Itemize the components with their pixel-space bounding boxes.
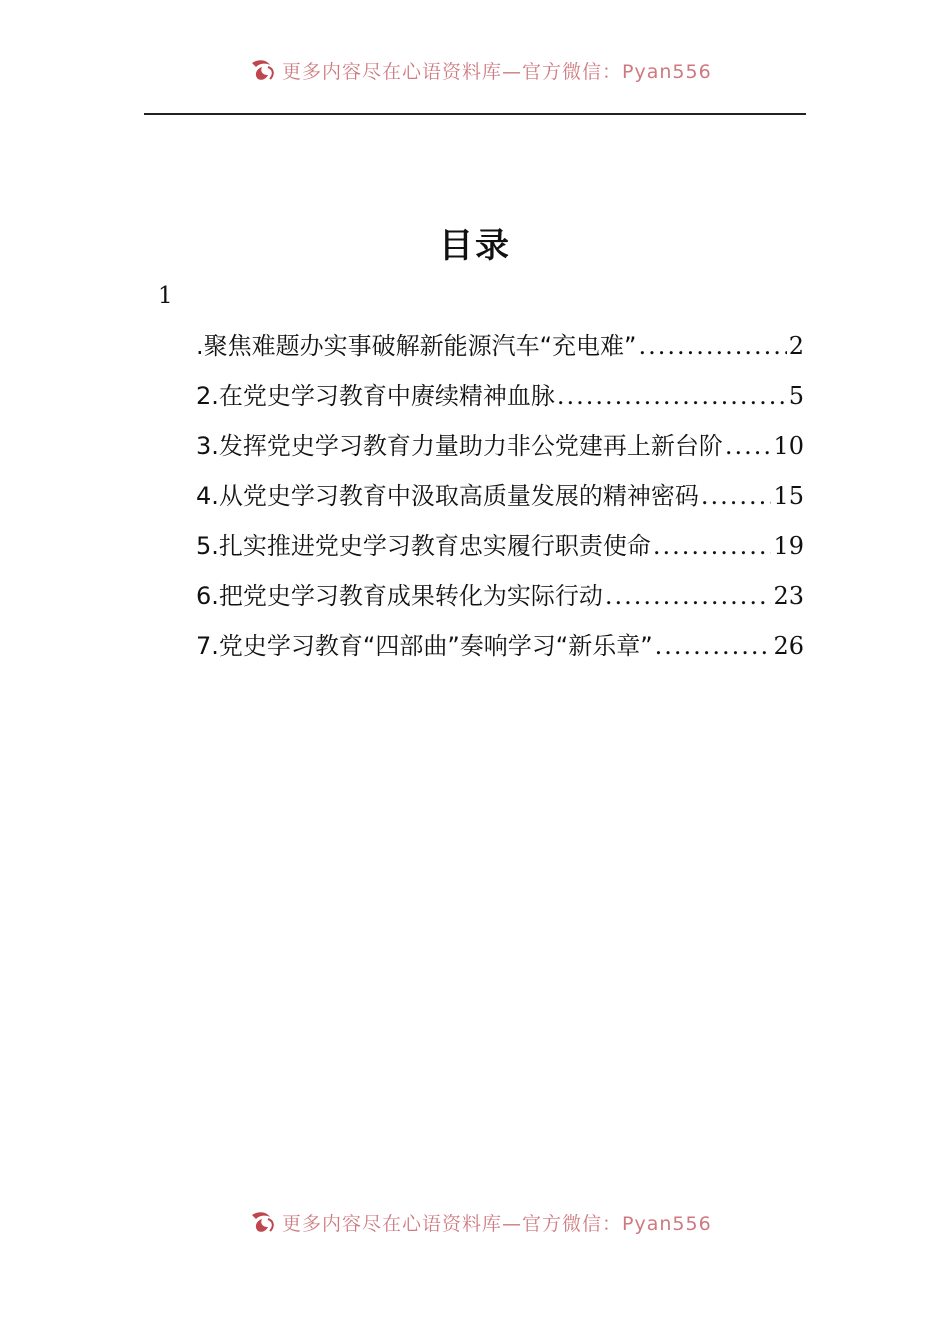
toc-leader-dots <box>701 482 772 510</box>
toc-entry[interactable] <box>196 476 804 526</box>
toc-entry[interactable] <box>196 376 804 426</box>
toc-entry-page: 10 <box>773 432 804 460</box>
page-title: 目录 <box>439 226 511 266</box>
toc-entry-title: 4.从党史学习教育中汲取高质量发展的精神密码 <box>196 482 699 510</box>
footer-watermark <box>248 1208 712 1236</box>
toc-entry[interactable] <box>196 626 804 676</box>
toc-level-number: 1 <box>158 283 173 309</box>
toc-entry[interactable] <box>196 576 804 626</box>
toc-entry-title: 3.发挥党史学习教育力量助力非公党建再上新台阶 <box>196 432 723 460</box>
toc-entry-page: 15 <box>773 482 804 510</box>
toc-leader-dots <box>639 332 787 360</box>
toc-entry-title: .聚焦难题办实事破解新能源汽车“充电难” <box>196 332 637 360</box>
toc-entry-title: 5.扎实推进党史学习教育忠实履行职责使命 <box>196 532 651 560</box>
toc-list <box>196 326 804 676</box>
toc-entry-page: 19 <box>773 532 804 560</box>
toc-leader-dots <box>557 382 787 410</box>
header-divider <box>144 113 806 115</box>
toc-entry-page: 5 <box>788 382 804 410</box>
toc-entry[interactable] <box>196 426 804 476</box>
toc-entry-title: 7.党史学习教育“四部曲”奏响学习“新乐章” <box>196 632 653 660</box>
toc-entry-page: 23 <box>773 582 804 610</box>
toc-leader-dots <box>725 432 772 460</box>
toc-entry-page: 26 <box>773 632 804 660</box>
watermark-text: 更多内容尽在心语资料库—官方微信：Pyan556 <box>282 1212 712 1235</box>
brand-logo-icon <box>248 1209 278 1235</box>
toc-leader-dots <box>655 632 772 660</box>
toc-entry[interactable] <box>196 526 804 576</box>
toc-leader-dots <box>605 582 772 610</box>
toc-entry[interactable] <box>196 326 804 376</box>
toc-entry-title: 6.把党史学习教育成果转化为实际行动 <box>196 582 603 610</box>
toc-entry-title: 2.在党史学习教育中赓续精神血脉 <box>196 382 555 410</box>
toc-entry-page: 2 <box>788 332 804 360</box>
watermark-text: 更多内容尽在心语资料库—官方微信：Pyan556 <box>282 60 712 83</box>
brand-logo-icon <box>248 57 278 83</box>
toc-leader-dots <box>653 532 772 560</box>
header-watermark <box>248 56 712 84</box>
